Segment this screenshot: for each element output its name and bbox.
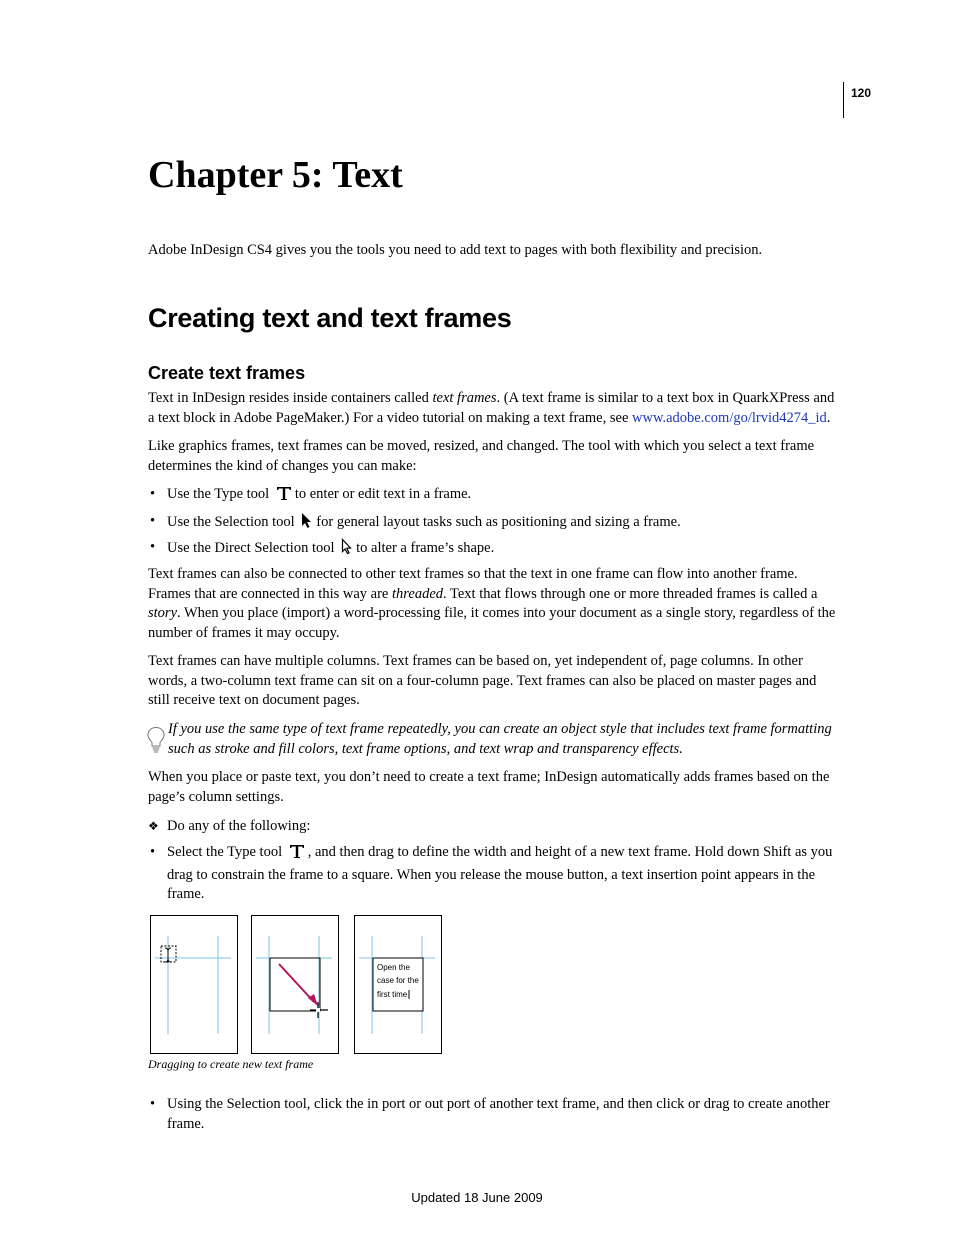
sub-heading: Create text frames — [148, 363, 306, 383]
para1-text-c: . (A text frame is similar to a text box in QuarkXPress and a text block in Adobe PageMaker.) For a video tutorial on making a text frame, see — [148, 390, 835, 426]
para3-text-c: . Text that flows through one or more threaded frames is called a — [443, 585, 818, 602]
page-number: 120 — [851, 86, 872, 100]
para3-term-story: story — [148, 605, 177, 622]
selection-tool-icon — [301, 512, 313, 536]
step-item — [148, 817, 840, 837]
para1-term: text frames — [432, 390, 497, 406]
bullet-marker: • — [150, 1096, 156, 1112]
bullet-marker: • — [150, 539, 156, 555]
figure-panel-1 — [150, 915, 238, 1054]
list-item — [148, 843, 840, 905]
figure-panel-3 — [354, 915, 442, 1054]
figure-panel-2 — [251, 915, 339, 1054]
para3-text-a: Text frames can also be connected to other text frames so that the text in one frame can flow into another frame. Frames that are connected in this way are — [148, 566, 798, 602]
bullet-marker: • — [150, 486, 156, 502]
tip-text: If you use the same type of text frame repeatedly, you can create an object style that includes text frame formatting such as stroke and fill colors, text frame options, and text wrap and transparency effects. — [168, 721, 832, 757]
paragraph-threaded — [148, 565, 840, 643]
list-item — [148, 538, 840, 562]
page-number-rule — [843, 82, 844, 118]
bullet-marker: • — [150, 513, 156, 529]
bullet-text-post: , and then drag to define the width and height of a new text frame. Hold down Shift as you drag to constrain the frame to a square. When you release the mouse button, a text insertion point appears in the frame. — [167, 844, 833, 903]
paragraph-text-frames — [148, 389, 840, 428]
figure-dragging-text-frame — [148, 915, 448, 1057]
list-item — [148, 1095, 840, 1134]
video-tutorial-link[interactable]: www.adobe.com/go/lrvid4274_id — [632, 409, 827, 426]
paragraph-tools: Like graphics frames, text frames can be moved, resized, and changed. The tool with which you select a text frame determines the kind of changes you can make: — [148, 438, 815, 474]
bullet-text: Using the Selection tool, click the in port or out port of another text frame, and then click or drag to create another frame. — [167, 1096, 830, 1132]
bullet-text-pre: Use the Direct Selection tool — [167, 540, 335, 556]
type-tool-icon — [289, 844, 305, 866]
frame-text-line: case for the — [377, 976, 419, 985]
chapter-title: Chapter 5: Text — [148, 154, 403, 196]
bullet-marker: • — [150, 844, 156, 860]
bullet-text-post: for general layout tasks such as positioning and sizing a frame. — [316, 514, 681, 530]
para3-term-threaded: threaded — [392, 585, 444, 602]
list-item — [148, 512, 840, 536]
para1-text-a: Text in InDesign resides inside containers called — [148, 390, 433, 406]
paragraph-place-text: When you place or paste text, you don’t need to create a text frame; InDesign automatically adds frames based on the page’s column settings. — [148, 769, 830, 805]
bullet-text-post: to alter a frame’s shape. — [356, 540, 495, 556]
step-text: Do any of the following: — [167, 818, 311, 834]
paragraph-columns: Text frames can have multiple columns. Text frames can be based on, yet independent of, page columns. In other words, a two-column text frame can sit on a four-column page. Text frames can also be placed on master pages and still receive text on document pages. — [148, 653, 817, 709]
bullet-text-pre: Use the Selection tool — [167, 514, 295, 530]
frame-text-line: Open the — [377, 963, 410, 972]
lightbulb-icon — [146, 726, 166, 759]
footer-updated-date: Updated 18 June 2009 — [411, 1190, 543, 1205]
figure-caption: Dragging to create new text frame — [148, 1057, 314, 1071]
bullet-text-pre: Select the Type tool — [167, 844, 283, 860]
para3-text-e: . When you place (import) a word-processing file, it comes into your document as a single story, regardless of the number of frames it may occupy. — [148, 605, 836, 641]
intro-paragraph: Adobe InDesign CS4 gives you the tools you need to add text to pages with both flexibility and precision. — [148, 242, 763, 258]
para1-text-d: . — [826, 409, 831, 426]
step-marker-icon: ❖ — [148, 819, 159, 833]
frame-text-line: first time — [377, 990, 408, 999]
direct-selection-tool-icon — [341, 538, 353, 562]
type-tool-icon — [276, 486, 292, 508]
list-item — [148, 485, 840, 508]
bullet-text-pre: Use the Type tool — [167, 486, 270, 502]
bullet-text-post: to enter or edit text in a frame. — [294, 486, 472, 502]
section-heading: Creating text and text frames — [148, 303, 512, 333]
